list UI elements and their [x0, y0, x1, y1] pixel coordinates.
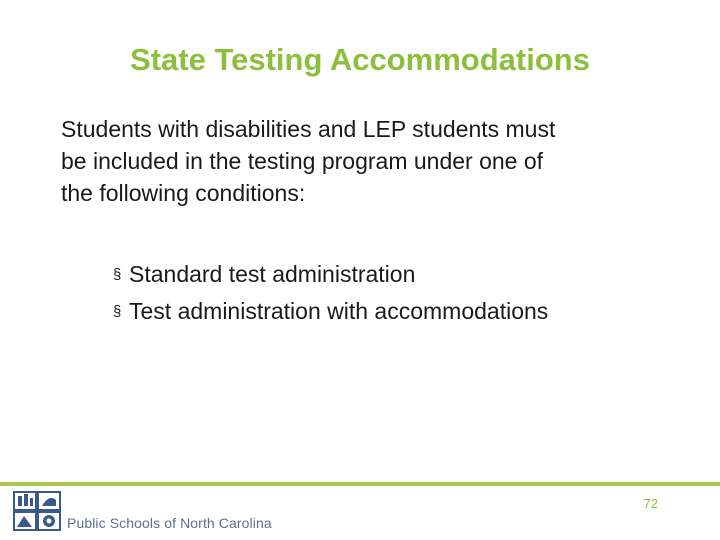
bullet-marker: § [113, 266, 122, 283]
page-number: 72 [643, 496, 658, 511]
body-line: the following conditions: [61, 180, 306, 206]
bullet-item [113, 293, 693, 330]
body-line: Students with disabilities and LEP students must [61, 116, 556, 142]
bullet-text: Test administration with accommodations [129, 298, 549, 324]
slide-title: State Testing Accommodations [130, 42, 590, 77]
nc-schools-logo-icon [12, 490, 62, 532]
footer-divider [0, 482, 720, 486]
organization-name: Public Schools of North Carolina [67, 515, 272, 531]
bullet-item [113, 256, 693, 293]
body-paragraph [61, 113, 681, 209]
body-line: be included in the testing program under one of [61, 148, 544, 174]
bullet-text: Standard test administration [129, 261, 416, 287]
bullet-list [113, 256, 693, 330]
bullet-marker: § [113, 303, 122, 320]
